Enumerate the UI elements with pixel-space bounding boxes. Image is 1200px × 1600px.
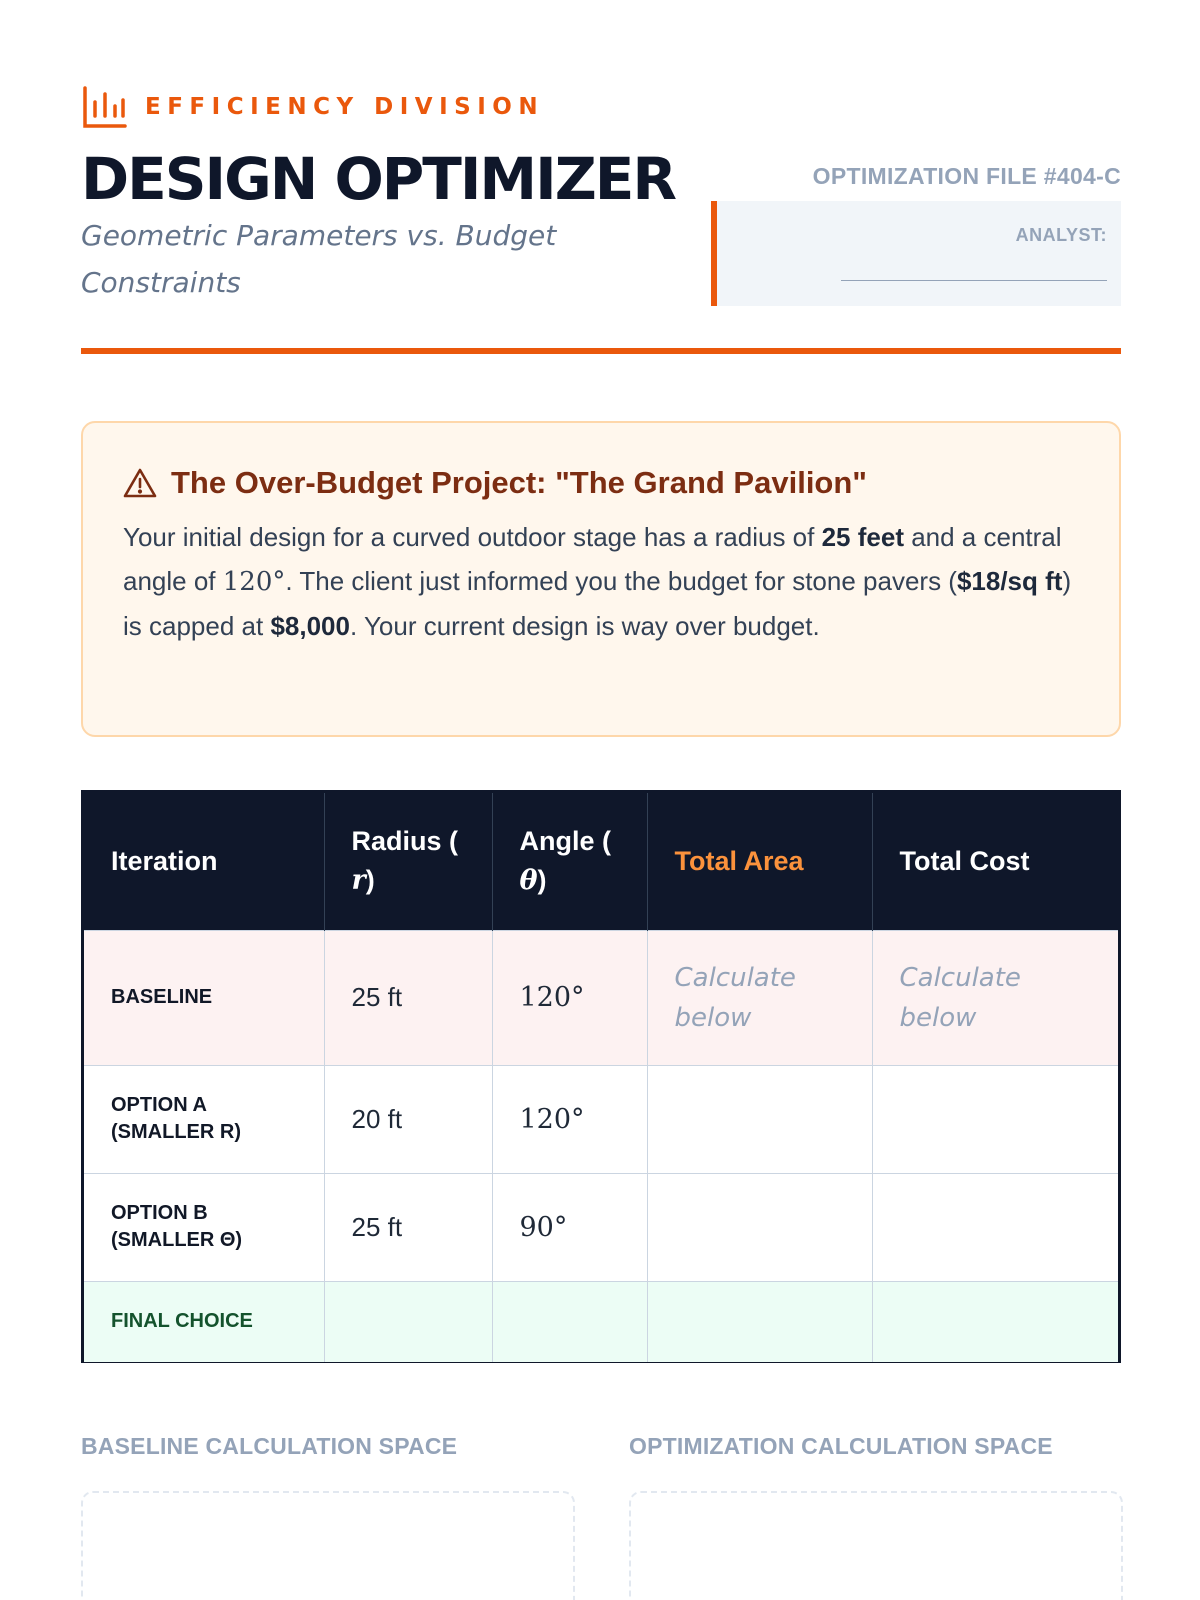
header-divider (81, 348, 1121, 354)
iteration-table (81, 790, 1121, 1363)
header-iteration: Iteration (84, 793, 324, 930)
table-row-baseline (84, 930, 1118, 1065)
alert-title: The Over-Budget Project: "The Grand Pavilion" (171, 465, 868, 500)
header-angle: Angle ( θ) (492, 793, 647, 930)
division-label: EFFICIENCY DIVISION (145, 94, 545, 120)
analyst-box (711, 201, 1121, 306)
analyst-input-line[interactable] (841, 280, 1107, 281)
angle-value: 120° (222, 567, 286, 597)
cost-cell[interactable]: Calculate below (872, 930, 1118, 1065)
page-subtitle: Geometric Parameters vs. Budget Constraints (81, 219, 557, 299)
area-cell[interactable]: Calculate below (647, 930, 872, 1065)
iteration-cell: OPTION A (SMALLER R) (84, 1065, 324, 1173)
cost-cell[interactable] (872, 1281, 1118, 1362)
radius-cell[interactable] (324, 1281, 492, 1362)
alert-body: Your initial design for a curved outdoor stage has a radius of 25 feet and a central angle of 120°. The client just informed you the budget for stone pavers ($18/sq ft) is capped at $8,000. Your current design is way over budget. (123, 522, 1072, 641)
radius-cell: 25 ft (324, 1173, 492, 1281)
page-title: DESIGN OPTIMIZER (81, 145, 676, 213)
area-cell[interactable] (647, 1065, 872, 1173)
baseline-calc-label: BASELINE CALCULATION SPACE (81, 1433, 458, 1459)
iteration-cell: BASELINE (84, 930, 324, 1065)
rate-value: $18/sq ft (956, 566, 1063, 596)
angle-cell: 120° (492, 1065, 647, 1173)
radius-cell: 25 ft (324, 930, 492, 1065)
area-cell[interactable] (647, 1173, 872, 1281)
radius-cell: 20 ft (324, 1065, 492, 1173)
alert-panel (81, 421, 1121, 737)
radius-value: 25 feet (821, 522, 904, 552)
area-cell[interactable] (647, 1281, 872, 1362)
angle-cell[interactable] (492, 1281, 647, 1362)
analyst-label: ANALYST: (1015, 225, 1107, 245)
angle-cell: 120° (492, 930, 647, 1065)
header-radius: Radius ( r) (324, 793, 492, 930)
header-total-cost: Total Cost (872, 793, 1118, 930)
warning-triangle-icon (123, 467, 157, 499)
table-row-option-b (84, 1173, 1118, 1281)
angle-cell: 90° (492, 1173, 647, 1281)
optimization-calc-space[interactable] (629, 1491, 1123, 1600)
cost-cell[interactable] (872, 1065, 1118, 1173)
budget-cap: $8,000 (270, 611, 350, 641)
table-row-final-choice (84, 1281, 1118, 1362)
baseline-calc-space[interactable] (81, 1491, 575, 1600)
file-id: OPTIMIZATION FILE #404-C (812, 163, 1121, 189)
table-row-option-a (84, 1065, 1118, 1173)
iteration-cell: FINAL CHOICE (84, 1281, 324, 1362)
division-header (81, 84, 544, 130)
iteration-cell: OPTION B (SMALLER Θ) (84, 1173, 324, 1281)
cost-cell[interactable] (872, 1173, 1118, 1281)
bar-chart-icon (81, 84, 129, 130)
header-total-area: Total Area (647, 793, 872, 930)
optimization-calc-label: OPTIMIZATION CALCULATION SPACE (629, 1433, 1053, 1459)
